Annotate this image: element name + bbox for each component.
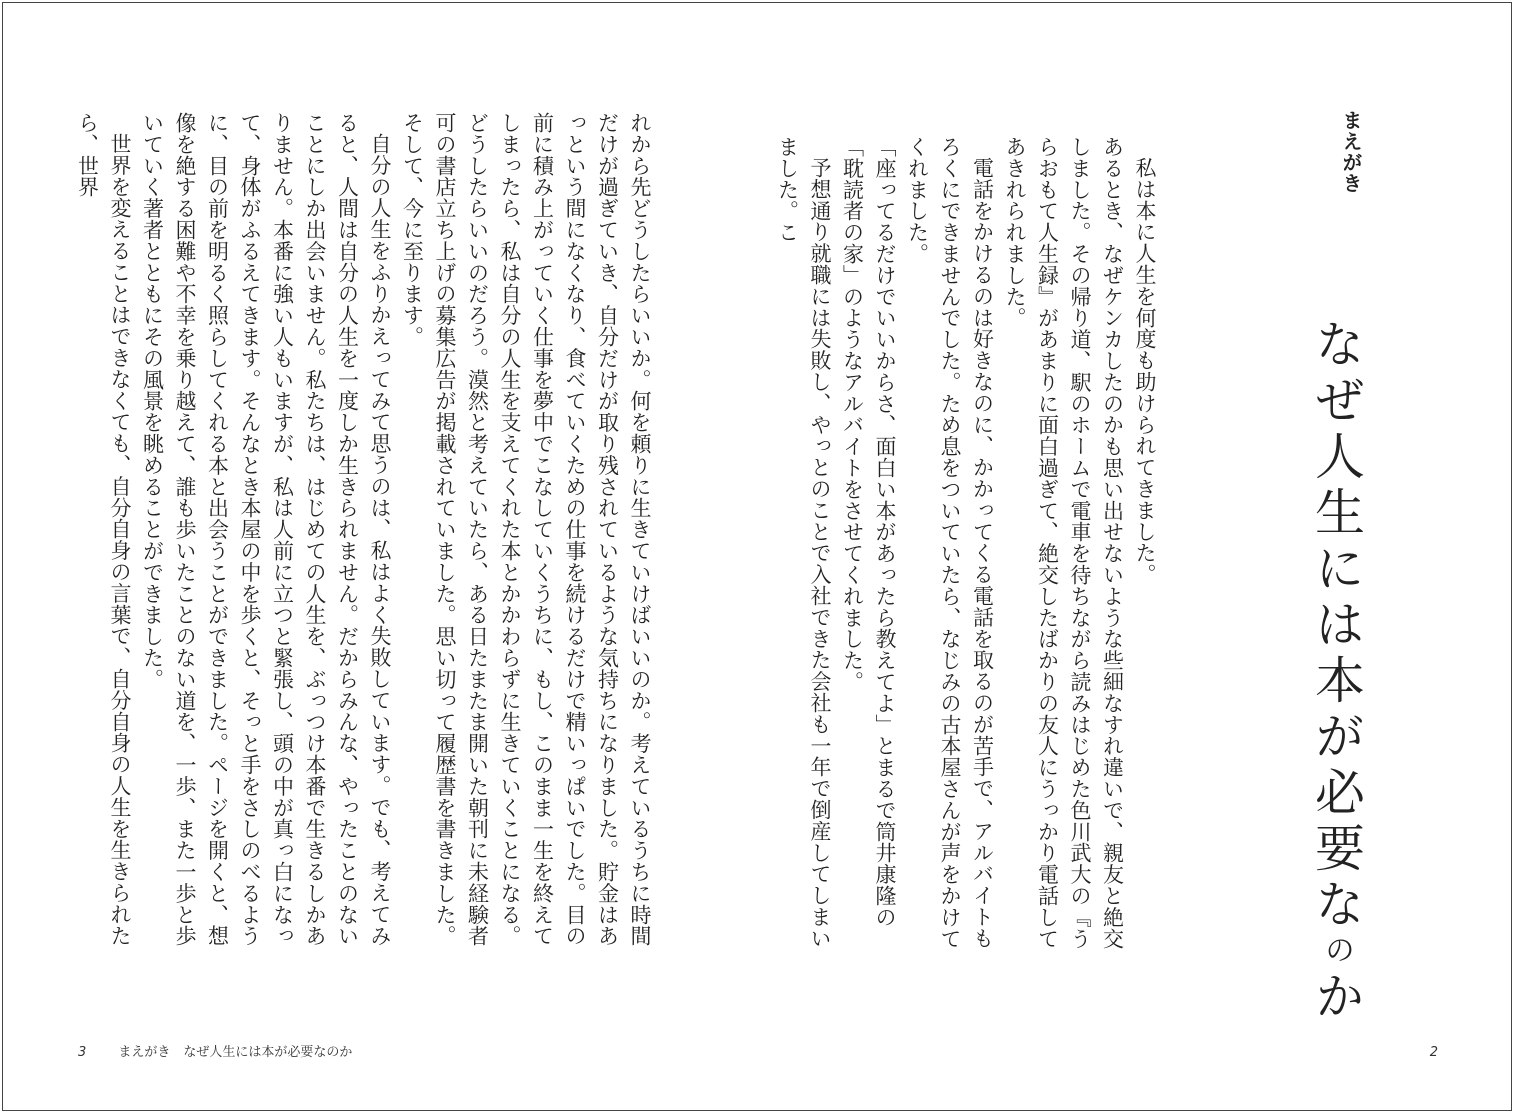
paragraph: 電話をかけるのは好きなのに、かかってくる電話を取るのが苦手で、アルバイトもろくにできませんでした。ため息をついていたら、なじみの古本屋さんが声をかけてくれました。 [905,136,995,950]
paragraph: れから先どうしたらいいか。何を頼りに生きていけばいいのか。考えているうちに時間だけが過ぎていき、自分だけが取り残されているような気持ちになりました。貯金はあっという間になくなり、食べていくための仕事を続けるだけで精いっぱいでした。目の前に積み上がっていく仕事を夢中でこなしていくうちに、もし、このまま一生を終えてしまったら、私は自分の人生を支えてくれた本とかかわらずに生きていくことになる。どうしたらいいのだろう。漠然と考えていたら、ある日たまたま開いた朝刊に未経験者可の書店立ち上げの募集広告が掲載されていました。思い切って履歴書を書きました。そして、今に至ります。 [400,112,652,947]
chapter-title [1307,318,1365,1026]
page-number-right: 2 [1429,1045,1438,1060]
paragraph: 自分の人生をふりかえってみて思うのは、私はよく失敗しています。でも、考えてみると、人間は自分の人生を一度しか生きられません。だからみんな、やったことのないことにしか出会いません。私たちは、はじめての人生を、ぶっつけ本番で生きるしかありません。本番に強い人もいますが、私は人前に立つと緊張し、頭の中が真っ白になって、身体がふるえてきます。そんなとき本屋の中を歩くと、そっと手をさしのべるように、目の前を明るく照らしてくれる本と出会うことができました。ページを開くと、想像を絶する困難や不幸を乗り越えて、誰も歩いたことのない道を、一歩、また一歩と歩いていく著者とともにその風景を眺めることができました。 [140,112,392,947]
paragraph: 「座ってるだけでいいからさ、面白い本があったら教えてよ」とまるで筒井康隆の「耽読者の家」のようなアルバイトをさせてくれました。 [840,136,897,928]
paragraph: 世界を変えることはできなくても、自分自身の言葉で、自分自身の人生を生きられたら、世界 [75,112,132,947]
chapter-title-end: か [1307,970,1365,1026]
body-text-right-page [771,136,1161,956]
body-text-left-page [75,112,656,962]
chapter-title-main: なぜ人生には本が必要な [1307,318,1365,934]
footer-left [78,1041,352,1060]
running-title: まえがき なぜ人生には本が必要なのか [118,1045,353,1060]
chapter-label: まえがき [1339,110,1363,194]
chapter-title-small: の [1319,934,1354,970]
paragraph: 私は本に人生を何度も助けられてきました。 [1133,157,1157,585]
paragraph: 予想通り就職には失敗し、やっとのことで入社できた会社も一年で倒産してしまいました。こ [775,136,832,949]
chapter-heading [1307,110,1365,1026]
page-number-left: 3 [78,1045,87,1060]
paragraph: あるとき、なぜケンカしたのかも思い出せないような些細なすれ違いで、親友と絶交しました。その帰り道、駅のホームで電車を待ちながら読みはじめた色川武大の『うらおもて人生録』があまりに面白過ぎて、絶交したばかりの友人にうっかり電話してあきれられました。 [1003,136,1125,950]
